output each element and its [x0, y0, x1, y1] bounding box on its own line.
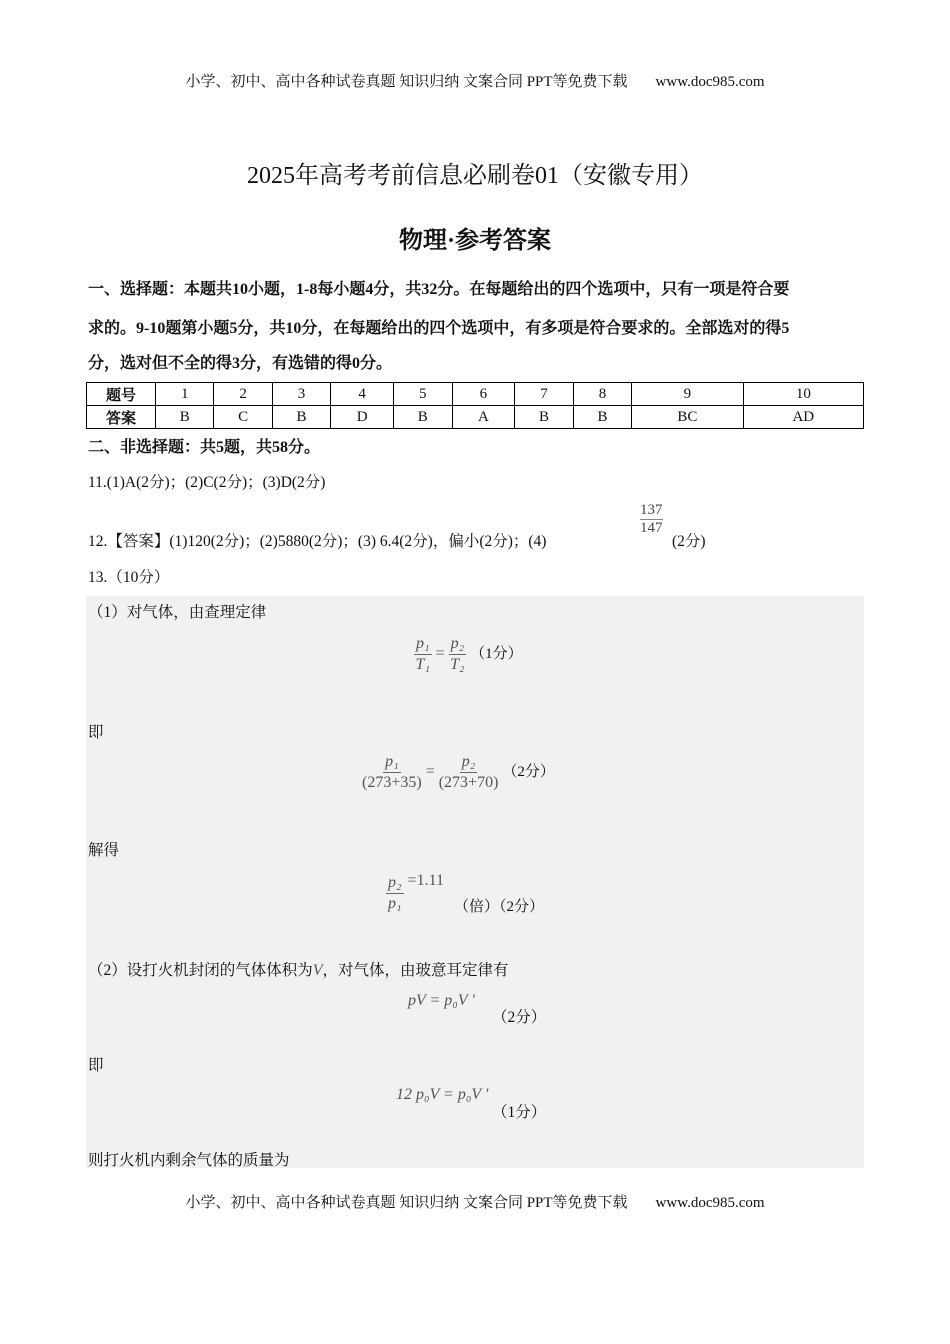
q12-text: 12.【答案】(1)120(2分)；(2)5880(2分)；(3) 6.4(2分)，偏小(2分)；(4) [88, 533, 547, 550]
footer-text: 小学、初中、高中各种试卷真题 知识归纳 文案合同 PPT等免费下载 [185, 1195, 628, 1211]
fraction-numerator: 137 [640, 502, 663, 518]
section1-line: 求的。9-10题第小题5分，共10分，在每题给出的四个选项中，有多项是符合要求的。全部选对的得5 [88, 320, 790, 337]
header-url[interactable]: www.doc985.com [655, 74, 765, 90]
question-number-cell: 3 [272, 383, 330, 406]
denominator: (273+35) [362, 774, 422, 791]
answer-cell: B [272, 406, 330, 429]
text-ji: 即 [88, 724, 104, 741]
q12-answer [88, 529, 546, 551]
question-number-cell: 5 [394, 383, 452, 406]
score: （1分） [470, 646, 523, 663]
document-title: 2025年高考考前信息必刷卷01（安徽专用） [247, 163, 703, 189]
equation-boyle-substitution: 12 p₀V = p₀V ' [396, 1086, 489, 1103]
page-footer [0, 1191, 950, 1212]
score: （2分） [502, 764, 555, 781]
denominator: T₁ [415, 656, 431, 673]
question-number-cell: 10 [743, 383, 863, 406]
question-number-cell: 6 [452, 383, 515, 406]
question-number-cell: 9 [632, 383, 743, 406]
answer-cell: D [331, 406, 394, 429]
question-number-cell: 4 [331, 383, 394, 406]
answer-cell: C [214, 406, 272, 429]
numerator: p₁ [383, 752, 401, 773]
answer-cell: B [156, 406, 214, 429]
answer-cell: BC [632, 406, 743, 429]
numerator: p₁ [414, 634, 432, 655]
q12-fraction [640, 502, 663, 537]
score: （1分） [492, 1104, 547, 1121]
section1-line: 一、选择题：本题共10小题，1-8每小题4分，共32分。在每题给出的四个选项中，只有一项是符合要 [88, 281, 790, 298]
score: （倍）（2分） [454, 899, 545, 915]
numerator: p₂ [449, 634, 467, 655]
table-row-numbers [87, 383, 864, 406]
text-ji: 即 [88, 1057, 104, 1074]
answer-cell: A [452, 406, 515, 429]
header-text: 小学、初中、高中各种试卷真题 知识归纳 文案合同 PPT等免费下载 [185, 74, 628, 90]
table-row-answers [87, 406, 864, 429]
equals: = [435, 645, 445, 663]
denominator: p₁ [388, 894, 402, 912]
score: （2分） [492, 1009, 547, 1026]
text-jiede: 解得 [88, 842, 120, 859]
denominator: T₂ [450, 656, 465, 673]
equation-substitution [362, 752, 555, 793]
question-number-cell: 7 [515, 383, 573, 406]
q12-score: (2分) [672, 533, 706, 550]
equals: = [425, 763, 435, 781]
answer-cell: B [394, 406, 452, 429]
equation-boyle-law: pV = p₀V ' [408, 992, 475, 1009]
section1-line: 分，选对但不全的得3分，有选错的得0分。 [88, 355, 393, 372]
variable-v: V [312, 962, 323, 979]
row-header: 题号 [87, 383, 156, 406]
equation-charles-law [414, 634, 523, 675]
denominator: (273+70) [438, 774, 499, 791]
section2-heading: 二、非选择题：共5题，共58分。 [88, 439, 321, 456]
q13-label: 13.（10分） [88, 569, 170, 586]
answer-cell: B [573, 406, 631, 429]
answer-table [86, 382, 864, 429]
answer-cell: B [515, 406, 573, 429]
question-number-cell: 1 [156, 383, 214, 406]
question-number-cell: 2 [214, 383, 272, 406]
part2-tail: ，对气体，由玻意耳定律有 [322, 962, 509, 979]
row-header: 答案 [87, 406, 156, 429]
answer-cell: AD [743, 406, 863, 429]
numerator: p₂ [460, 752, 478, 773]
numerator: p₂ [386, 873, 404, 894]
part2-text: （2）设打火机封闭的气体体积为 [88, 962, 313, 979]
fraction-denominator: 147 [640, 520, 663, 536]
q13-part2 [88, 958, 509, 980]
result: =1.11 [407, 872, 444, 889]
q13-part1: （1）对气体，由查理定律 [88, 604, 267, 621]
q11-answer: 11.(1)A(2分)；(2)C(2分)；(3)D(2分) [88, 474, 326, 491]
q13-remaining-mass-text: 则打火机内剩余气体的质量为 [88, 1152, 290, 1169]
page-header [0, 70, 950, 91]
equation-ratio [386, 872, 544, 916]
question-number-cell: 8 [573, 383, 631, 406]
document-subtitle: 物理·参考答案 [398, 228, 551, 254]
footer-url[interactable]: www.doc985.com [655, 1195, 765, 1211]
